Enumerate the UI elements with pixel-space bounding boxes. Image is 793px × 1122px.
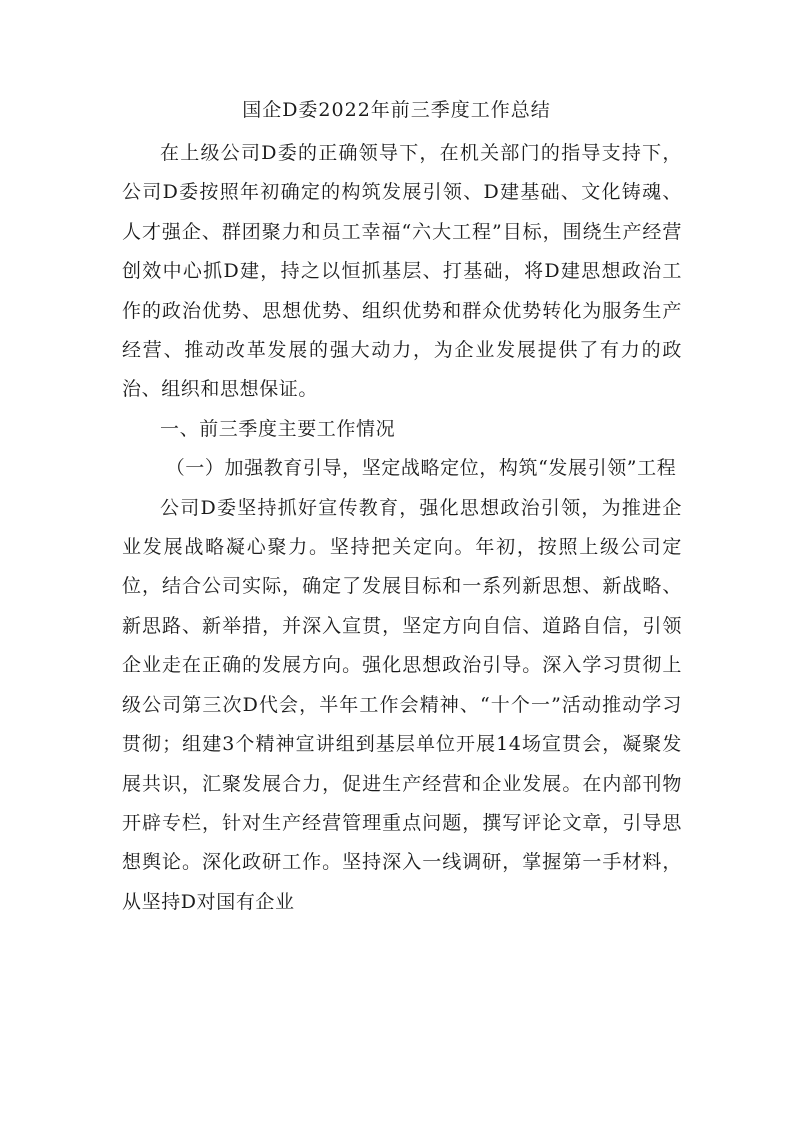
subsection-heading: （一）加强教育引导，坚定战略定位，构筑“发展引领”工程	[165, 457, 677, 480]
section-heading: 一、前三季度主要工作情况	[160, 417, 396, 440]
body-paragraph: 公司D委坚持抓好宣传教育，强化思想政治引领，为推进企业发展战略凝心聚力。坚持把关定向。年初，按照上级公司定位，结合公司实际，确定了发展目标和一系列新思想、新战略、新思路、新举措，并深入宣贯，坚定方向自信、道路自信，引领企业走在正确的发展方向。强化思想政治引导。深入学习贯彻上级公司第三次D代会，半年工作会精神、“十个一”活动推动学习贯彻；组建3个精神宣讲组到基层单位开展14场宣贯会，凝聚发展共识，汇聚发展合力，促进生产经营和企业发展。在内部刊物开辟专栏，针对生产经营管理重点问题，撰写评论文章，引导思想舆论。深化政研工作。坚持深入一线调研，掌握第一手材料，从坚持D对国有企业	[122, 496, 682, 913]
intro-paragraph: 在上级公司D委的正确领导下，在机关部门的指导支持下，公司D委按照年初确定的构筑发展引领、D建基础、文化铸魂、人才强企、群团聚力和员工幸福“六大工程”目标，围绕生产经营创效中心抓D建，持之以恒抓基层、打基础，将D建思想政治工作的政治优势、思想优势、组织优势和群众优势转化为服务生产经营、推动改革发展的强大动力，为企业发展提供了有力的政治、组织和思想保证。	[122, 142, 682, 401]
document-body	[122, 134, 682, 922]
document-title: 国企D委2022年前三季度工作总结	[242, 99, 551, 121]
